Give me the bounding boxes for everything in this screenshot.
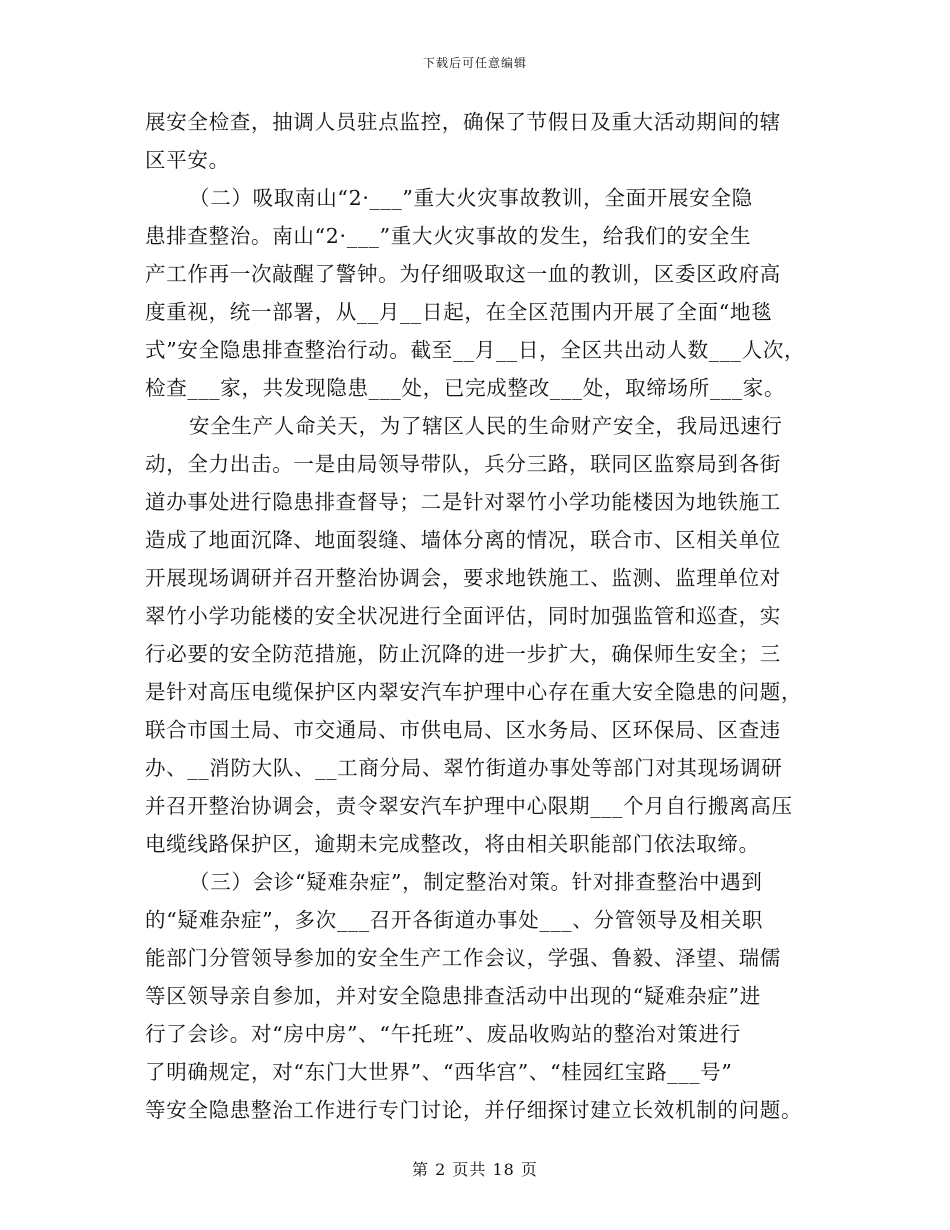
text-line: 行必要的安全防范措施，防止沉降的进一步扩大，确保师生安全；三 [145,642,781,666]
text-line: 能部门分管领导参加的安全生产工作会议，学强、鲁毅、泽望、瑞儒 [145,946,781,970]
text-line: 联合市国土局、市交通局、市供电局、区水务局、区环保局、区查违 [145,718,781,742]
text-line: 行了会诊。对“房中房”、“午托班”、废品收购站的整治对策进行 [145,1022,741,1046]
text-line: 造成了地面沉降、地面裂缝、墙体分离的情况，联合市、区相关单位 [145,528,781,552]
text-line: （三）会诊“疑难杂症”，制定整治对策。针对排查整治中遇到 [189,870,763,894]
text-line: 电缆线路保护区，逾期未完成整改，将由相关职能部门依法取缔。 [145,832,760,856]
paragraph [145,179,810,407]
text-line: 产工作再一次敲醒了警钟。为仔细吸取这一血的教训，区委区政府高 [145,262,781,286]
text-line: 的“疑难杂症”，多次___召开各街道办事处___、分管领导及相关职 [145,908,764,932]
text-line: 开展现场调研并召开整治协调会，要求地铁施工、监测、监理单位对 [145,566,781,590]
document-body [145,103,810,1129]
paragraph [145,863,810,1129]
paragraph [145,103,810,179]
text-line: 翠竹小学功能楼的安全状况进行全面评估，同时加强监管和巡查，实 [145,604,781,628]
text-line: （二）吸取南山“2·___”重大火灾事故教训，全面开展安全隐 [189,186,753,210]
text-line: 度重视，统一部署，从__月__日起，在全区范围内开展了全面“地毯 [145,300,773,324]
text-line: 动，全力出击。一是由局领导带队，兵分三路，联同区监察局到各街 [145,452,781,476]
text-line: 并召开整治协调会，责令翠安汽车护理中心限期___个月自行搬离高压 [145,794,793,818]
page-header: 下载后可任意编辑 [422,56,527,70]
text-line: 道办事处进行隐患排查督导；二是针对翠竹小学功能楼因为地铁施工 [145,490,781,514]
text-line: 是针对高压电缆保护区内翠安汽车护理中心存在重大安全隐患的问题， [145,680,803,704]
text-line: 了明确规定，对“东门大世界”、“西华宫”、“桂园红宝路___号” [145,1060,733,1084]
text-line: 检查___家，共发现隐患___处，已完成整改___处，取缔场所___家。 [145,376,786,400]
text-line: 展安全检查，抽调人员驻点监控，确保了节假日及重大活动期间的辖 [145,110,781,134]
paragraph [145,407,810,863]
page-footer: 第 2 页共 18 页 [412,1160,538,1179]
text-line: 区平安。 [145,148,230,172]
text-line: 患排查整治。南山“2·___”重大火灾事故的发生，给我们的安全生 [145,224,752,248]
text-line: 式”安全隐患排查整治行动。截至__月__日，全区共出动人数___人次， [145,338,806,362]
text-line: 安全生产人命关天，为了辖区人民的生命财产安全，我局迅速行 [189,414,783,438]
text-line: 等区领导亲自参加，并对安全隐患排查活动中出现的“疑难杂症”进 [145,984,761,1008]
text-line: 办、__消防大队、__工商分局、翠竹街道办事处等部门对其现场调研 [145,756,783,780]
text-line: 等安全隐患整治工作进行专门讨论，并仔细探讨建立长效机制的问题。 [145,1098,803,1122]
